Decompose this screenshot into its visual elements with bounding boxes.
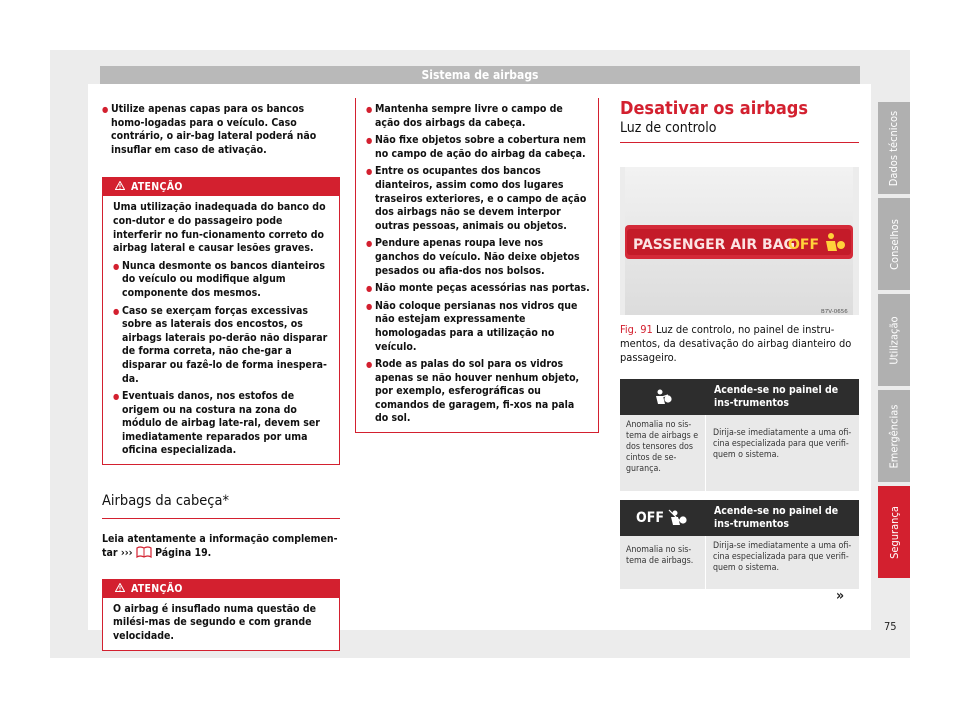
action-cell: Dirija-se imediatamente a uma ofi-cina especializada para que verifi-quem o sistema. — [713, 541, 852, 573]
read-more-text — [102, 533, 340, 563]
figure-label: Fig. 91 — [620, 323, 653, 336]
warning-box-2 — [102, 579, 340, 651]
figure-caption — [620, 323, 858, 365]
indicator-table-1 — [620, 379, 859, 491]
warning-title: ATENÇÃO — [131, 181, 183, 194]
tab-label: Utilização — [887, 315, 901, 365]
column-3-heading — [620, 98, 859, 143]
warning-title: ATENÇÃO — [131, 582, 183, 595]
action-cell: Dirija-se imediatamente a uma ofi-cina especializada para que verifi-quem o sistema. — [713, 428, 852, 460]
indicator-table-2 — [620, 500, 859, 589]
section-subheading: Luz de controlo — [620, 116, 859, 144]
warning-box-1 — [102, 177, 340, 465]
section-title: Airbags da cabeça* — [102, 495, 340, 519]
tab-seguranca[interactable] — [878, 486, 910, 578]
list-item: ● Não coloque persianas nos vidros que não estejam expressamente homologadas para a utilização no veículo. — [366, 300, 590, 354]
column-2 — [355, 98, 599, 433]
tab-emergencias[interactable] — [878, 390, 910, 482]
tab-utilizacao[interactable] — [878, 294, 910, 386]
tab-label: Segurança — [887, 505, 901, 559]
warning-triangle-icon — [115, 178, 125, 196]
page-number: 75 — [884, 620, 897, 633]
read-text: Leia atentamente a informação complemen-tar — [102, 532, 338, 560]
figure-code: B7V-0656 — [821, 309, 848, 315]
list-item: ● Não fixe objetos sobre a cobertura nem no campo de ação do airbag da cabeça. — [366, 134, 590, 161]
page-header: Sistema de airbags — [100, 66, 860, 84]
list-item: ● Pendure apenas roupa leve nos ganchos do veículo. Não deixe objetos pesados ou afia-dos nos bolsos. — [366, 237, 590, 278]
off-label: OFF — [636, 510, 664, 526]
warning-triangle-icon — [115, 580, 125, 598]
tab-conselhos[interactable] — [878, 198, 910, 290]
figure-image — [625, 167, 853, 315]
tab-dados-tecnicos[interactable] — [878, 102, 910, 194]
warning-header — [103, 178, 339, 196]
table-header-text: Acende-se no painel de ins-trumentos — [714, 384, 839, 409]
page-link[interactable]: Página 19 — [155, 547, 208, 560]
airbag-off-icon — [620, 500, 706, 536]
column-1 — [102, 103, 340, 651]
tab-label: Emergências — [887, 404, 901, 468]
table-header-text: Acende-se no painel de ins-trumentos — [714, 505, 839, 530]
tab-label: Conselhos — [887, 218, 901, 270]
list-item: ● Rode as palas do sol para os vidros apenas se não houver nenhum objeto, por exemplo, esferográficas ou comandos de garagem, fi-xos na pala do sol. — [366, 358, 590, 426]
list-item: ● Entre os ocupantes dos bancos dianteiros, assim como dos lugares traseiros exteriores, e o campo de ação dos airbags não se devem interpor outras pessoas, animais ou objetos. — [366, 165, 590, 233]
warning-intro: Uma utilização inadequada do banco do con-dutor e do passageiro pode interferir no fun-cionamento correto do airbag lateral e causar lesões graves. — [113, 201, 326, 255]
off-text: OFF — [788, 237, 820, 253]
table-header — [620, 500, 859, 536]
warning-header — [103, 580, 339, 598]
warning-text: O airbag é insuflado numa questão de milési-mas de segundo e com grande velocidade. — [113, 602, 317, 643]
caption-text: Luz de controlo, no painel de instru-mentos, da desativação do airbag dianteiro do passageiro. — [620, 323, 852, 364]
list-item: ● Nunca desmonte os bancos dianteiros do veículo ou modifique algum componente dos mesmos. — [113, 260, 331, 301]
continue-mark: » — [836, 588, 845, 604]
table-row — [620, 536, 859, 589]
book-icon — [136, 546, 152, 563]
arrow-glyph: ››› — [120, 547, 136, 560]
list-item: ● Não monte peças acessórias nas portas. — [366, 282, 590, 296]
figure-91 — [620, 167, 859, 315]
section-heading: Desativar os airbags — [620, 98, 809, 119]
condition-cell: Anomalia no sis-tema de airbags e dos tensores dos cintos de se-gurança. — [620, 415, 706, 491]
airbag-warning-icon — [620, 379, 706, 415]
condition-cell: Anomalia no sis-tema de airbags. — [620, 536, 706, 589]
list-item: ● Eventuais danos, nos estofos de origem ou na costura na zona do módulo de airbag late-ral, devem ser imediatamente reparados por uma oficina especializada. — [113, 390, 331, 458]
tab-label: Dados técnicos — [887, 110, 901, 186]
list-item: ● Caso se exerçam forças excessivas sobre as laterais dos encostos, os airbags laterais po-derão não disparar de forma correta, não che-gar a disparar ou fazê-lo de forma inespera-da. — [113, 305, 331, 387]
list-item: ● Utilize apenas capas para os bancos homo-logadas para o veículo. Caso contrário, o air-bag lateral poderá não insuflar em caso de ativação. — [102, 103, 340, 157]
period: . — [207, 547, 212, 560]
panel-text: PASSENGER AIR BAG — [633, 237, 796, 253]
table-row — [620, 415, 859, 491]
list-item: ● Mantenha sempre livre o campo de ação dos airbags da cabeça. — [366, 103, 590, 130]
table-header — [620, 379, 859, 415]
warning-continuation-box — [355, 98, 599, 433]
